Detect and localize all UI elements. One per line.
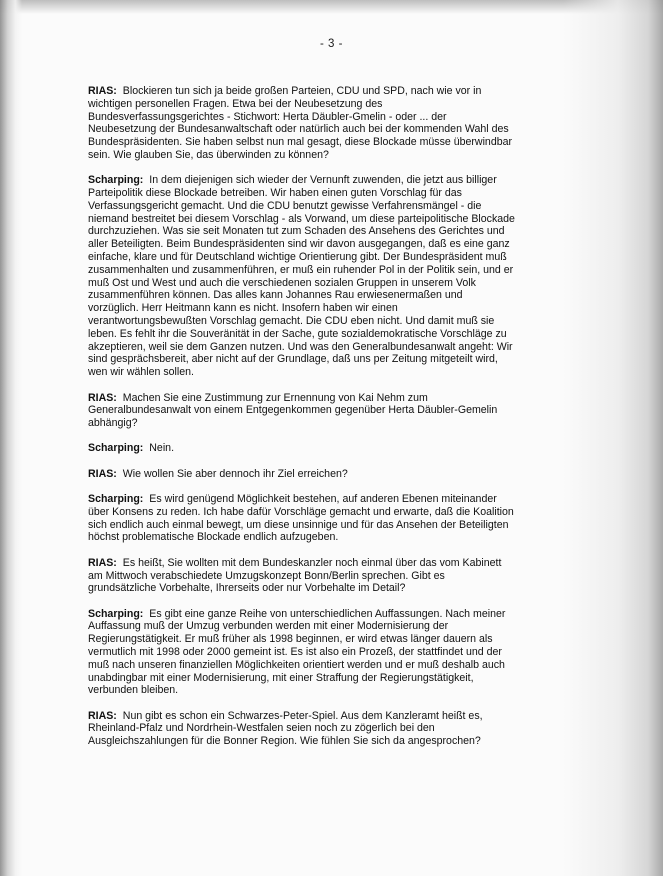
paragraph-text: In dem diejenigen sich wieder der Vernunft zuwenden, die jetzt aus billiger Parteipolitik diese Blockade betreiben. Wir haben einen guten Vorschlag für das Verfassungsgericht gemacht. Und die CDU benutzt gewisse Verfahrensmängel - die niemand bestreitet bei diesem Vorschlag - als Vorwand, um diese parteipolitische Blockade durchzuziehen. Was sie seit Monaten tut zum Schaden des Ansehens des Gerichtes und aller Beteiligten. Beim Bundespräsidenten sind wir davon ausgegangen, daß es eine ganz einfache, klare und für Deutschland wichtige Orientierung gibt. Der Bundespräsident muß zusammenhalten und zusammenführen, er muß ein ruhender Pol in der Politik sein, und er muß Ost und West und auch die verschiedenen sozialen Gruppen in unserem Volk zusammenführen können. Das alles kann Johannes Rau erwiesenermaßen und vorzüglich. Herr Heitmann kann es nicht. Insofern haben wir einen verantwortungsbewußten Vorschlag gemacht. Die CDU eben nicht. Und damit muß sie leben. Es fehlt ihr die Souveränität in der Sache, gute sozialdemokratische Vorschläge zu akzeptieren, weil sie dem Ganzen nutzen. Und was den Generalbundesanwalt angeht: Wir sind gesprächsbereit, aber nicht auf der Grundlage, daß uns per Zeitung mitgeteilt wird, wen wir wählen sollen. [88, 174, 515, 379]
paragraph-scharping-4 [88, 608, 516, 698]
speaker-label: Scharping: [88, 442, 144, 455]
speaker-label: Scharping: [88, 493, 144, 506]
speaker-label: Scharping: [88, 607, 144, 620]
paragraph-scharping-2 [88, 442, 516, 455]
paragraph-scharping-3 [88, 493, 516, 544]
speaker-label: Scharping: [88, 174, 144, 187]
paragraph-text: Machen Sie eine Zustimmung zur Ernennung von Kai Nehm zum Generalbundesanwalt von einem Entgegenkommen gegenüber Herta Däubler-Gemelin abhängig? [88, 391, 498, 430]
paragraph-scharping-1 [88, 174, 516, 379]
paragraph-rias-5 [88, 710, 516, 748]
paragraph-rias-2 [88, 392, 516, 430]
page-number: - 3 - [320, 38, 343, 50]
interview-transcript [88, 85, 516, 761]
speaker-label: RIAS: [88, 85, 117, 97]
speaker-label: RIAS: [88, 391, 117, 404]
paragraph-text: Nein. [149, 442, 175, 455]
paragraph-text: Es wird genügend Möglichkeit bestehen, auf anderen Ebenen miteinander über Konsens zu reden. Ich habe dafür Vorschläge gemacht und erwarte, daß die Koalition sich endlich auch einmal bewegt, um diese unsinnige und für das Ansehen der Beteiligten höchst problematische Blockade endlich aufzugeben. [88, 493, 514, 544]
speaker-label: RIAS: [88, 556, 117, 569]
paragraph-text: Nun gibt es schon ein Schwarzes-Peter-Spiel. Aus dem Kanzleramt heißt es, Rheinland-Pfalz und Nordrhein-Westfalen seien noch zu zögerlich bei den Ausgleichszahlungen für die Bonner Region. Wie fühlen Sie sich da angesprochen? [88, 709, 483, 748]
paragraph-text: Es heißt, Sie wollten mit dem Bundeskanzler noch einmal über das vom Kabinett am Mittwoch verabschiedete Umzugskonzept Bonn/Berlin sprechen. Gibt es grundsätzliche Vorbehalte, Ihrerseits oder nur Vorbehalte im Detail? [88, 556, 502, 595]
paragraph-text: Es gibt eine ganze Reihe von unterschiedlichen Auffassungen. Nach meiner Auffassung muß der Umzug verbunden werden mit einer Modernisierung der Regierungstätigkeit. Er muß früher als 1998 beginnen, er wird etwas länger dauern als vermutlich mit 1998 oder 2000 gemeint ist. Es ist also ein Prozeß, der stattfindet und der muß nach unseren finanziellen Möglichkeiten orientiert werden und er muß deshalb auch unabdingbar mit einer Modernisierung, mit einer Straffung der Regierungstätigkeit, verbunden bleiben. [88, 607, 506, 697]
speaker-label: RIAS: [88, 467, 117, 480]
speaker-label: RIAS: [88, 709, 117, 722]
scan-shadow-right [563, 0, 663, 876]
scan-shadow-left [0, 0, 22, 876]
paragraph-text: Wie wollen Sie aber dennoch ihr Ziel erreichen? [122, 467, 348, 480]
paragraph-rias-4 [88, 557, 516, 595]
paragraph-rias-1 [88, 85, 516, 162]
paragraph-rias-3 [88, 468, 516, 481]
paragraph-text: Blockieren tun sich ja beide großen Parteien, CDU und SPD, nach wie vor in wichtigen personellen Fragen. Etwa bei der Neubesetzung des Bundesverfassungsgerichtes - Stichwort: Herta Däubler-Gmelin - oder ... der Neubesetzung der Bundesanwaltschaft oder natürlich auch bei der kommenden Wahl des Bundespräsidenten. Sie haben selbst nun mal gesagt, diese Blockade müsse überwindbar sein. Wie glauben Sie, das überwinden zu können? [88, 85, 513, 161]
